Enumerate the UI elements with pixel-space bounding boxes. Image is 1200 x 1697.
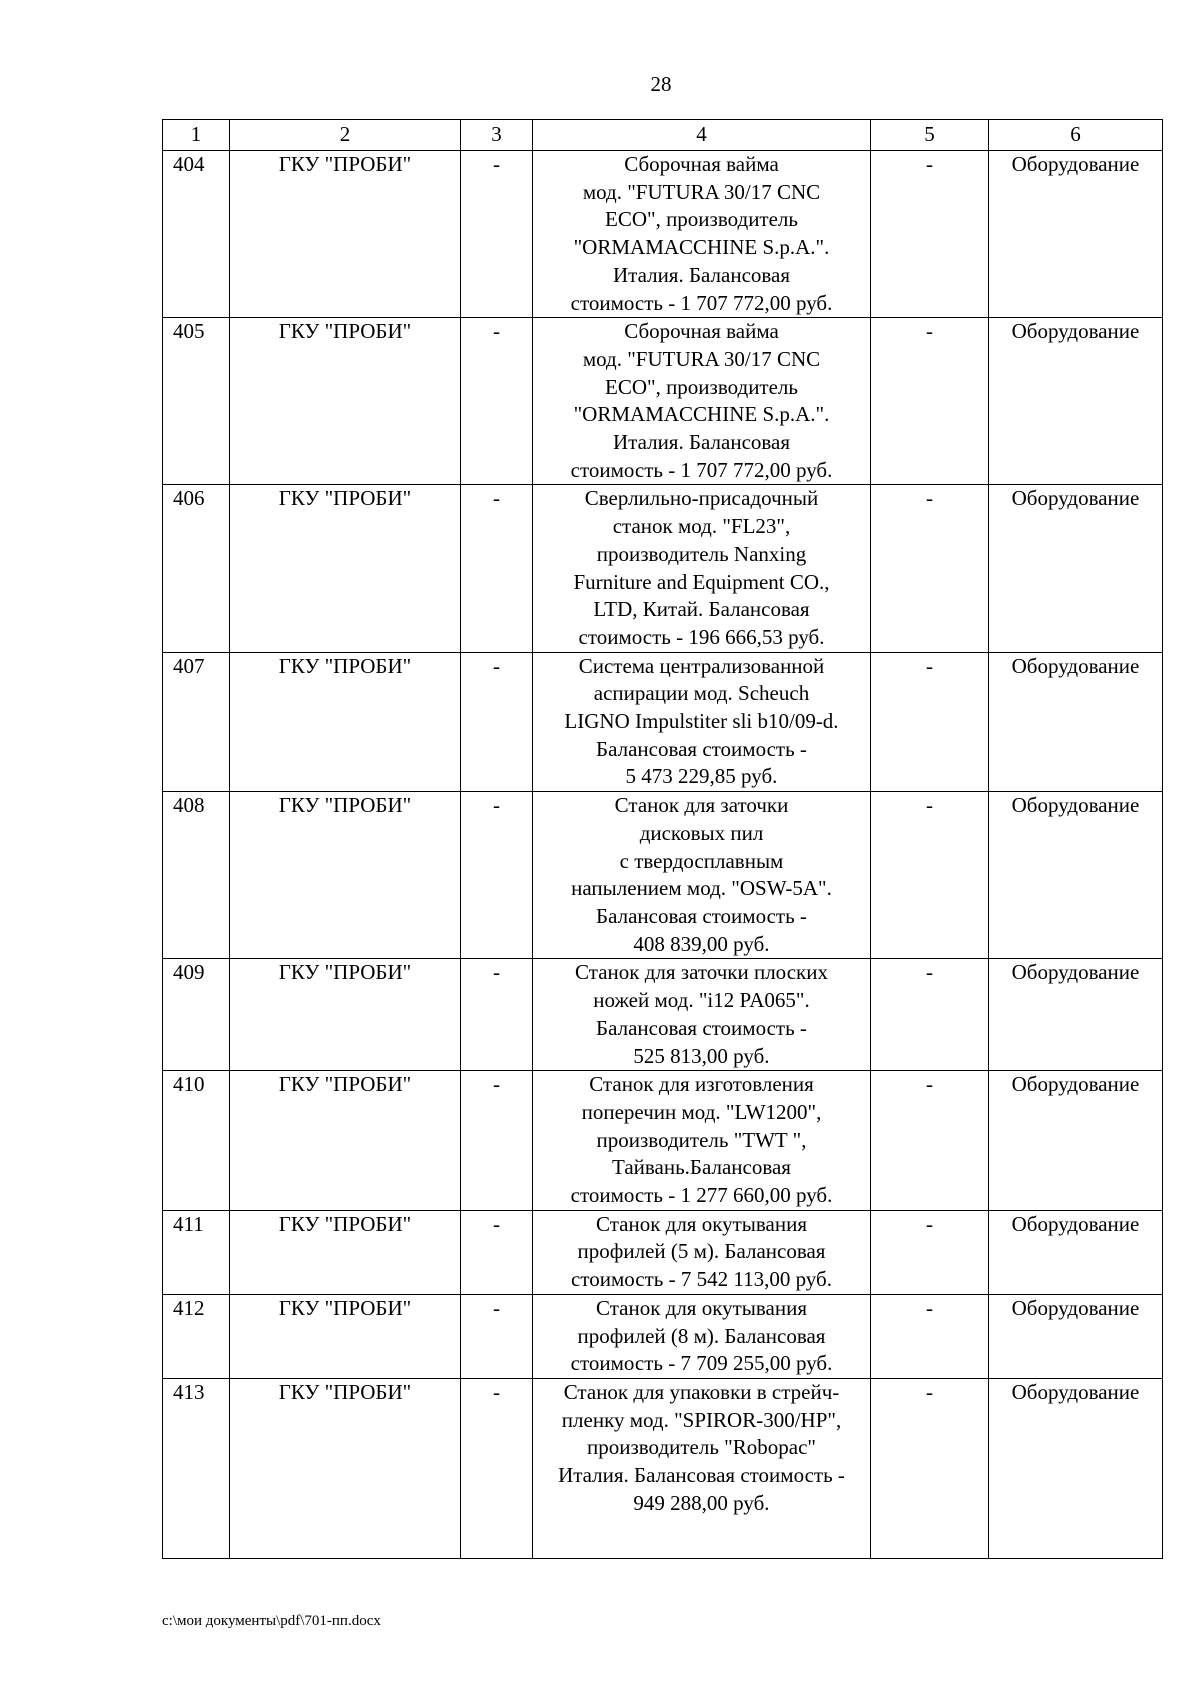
description-line: Станок для окутывания: [595, 1295, 808, 1320]
header-cell-5: 5: [871, 120, 989, 151]
organization-cell: ГКУ "ПРОБИ": [230, 1210, 461, 1294]
description-line: пленку мод. "SPIROR-300/HP",: [561, 1407, 842, 1432]
row-number-cell: 413: [163, 1378, 230, 1558]
description-line: Furniture and Equipment CO.,: [573, 569, 830, 594]
property-type-cell: Оборудование: [989, 151, 1163, 318]
description-line: стоимость - 1 707 772,00 руб.: [570, 457, 833, 482]
description-line: стоимость - 1 707 772,00 руб.: [570, 290, 833, 315]
organization-cell: ГКУ "ПРОБИ": [230, 652, 461, 792]
column-3-cell: -: [461, 1071, 533, 1211]
description-cell: [533, 1071, 871, 1211]
description-line: производитель "Robopac": [587, 1435, 816, 1460]
description-line: мод. "FUTURA 30/17 CNC: [582, 346, 821, 371]
column-5-cell: -: [871, 1210, 989, 1294]
row-number-cell: 409: [163, 959, 230, 1071]
organization-cell: ГКУ "ПРОБИ": [230, 792, 461, 959]
row-number-cell: 405: [163, 318, 230, 485]
row-number-cell: 406: [163, 485, 230, 652]
column-3-cell: -: [461, 792, 533, 959]
description-line: Станок для окутывания: [595, 1211, 808, 1236]
description-line: Станок для изготовления: [589, 1072, 814, 1097]
organization-cell: ГКУ "ПРОБИ": [230, 959, 461, 1071]
description-line: напылением мод. "OSW-5A".: [571, 876, 832, 901]
description-line: 525 813,00 руб.: [633, 1043, 770, 1068]
property-type-cell: Оборудование: [989, 1071, 1163, 1211]
table-row: [163, 1071, 1163, 1211]
description-line: 408 839,00 руб.: [633, 931, 770, 956]
column-3-cell: -: [461, 1294, 533, 1378]
header-cell-6: 6: [989, 120, 1163, 151]
description-line: Балансовая стоимость -: [596, 1015, 807, 1040]
description-line: стоимость - 7 542 113,00 руб.: [571, 1267, 832, 1292]
header-cell-2: 2: [230, 120, 461, 151]
description-line: "ORMAMACCHINE S.p.A.".: [573, 235, 830, 260]
description-line: стоимость - 7 709 255,00 руб.: [570, 1351, 833, 1376]
property-type-cell: Оборудование: [989, 485, 1163, 652]
description-cell: [533, 485, 871, 652]
description-cell: [533, 792, 871, 959]
description-line: профилей (5 м). Балансовая: [577, 1239, 826, 1264]
page-number: 28: [650, 72, 672, 96]
property-type-cell: Оборудование: [989, 792, 1163, 959]
description-line: LTD, Китай. Балансовая: [593, 597, 810, 622]
table-row: [163, 792, 1163, 959]
description-cell: [533, 151, 871, 318]
description-line: стоимость - 1 277 660,00 руб.: [570, 1183, 833, 1208]
description-line: дисковых пил: [639, 820, 764, 845]
organization-cell: ГКУ "ПРОБИ": [230, 318, 461, 485]
description-line: Сверлильно-присадочный: [584, 486, 819, 511]
file-path-footer: c:\мои документы\pdf\701-пп.docx: [162, 1613, 381, 1629]
column-3-cell: -: [461, 959, 533, 1071]
description-line: производитель Nanxing: [596, 541, 807, 566]
column-3-cell: -: [461, 151, 533, 318]
property-type-cell: Оборудование: [989, 318, 1163, 485]
column-5-cell: -: [871, 652, 989, 792]
description-line: LIGNO Impulstiter sli b10/09-d.: [564, 709, 839, 734]
column-3-cell: -: [461, 1378, 533, 1558]
column-5-cell: -: [871, 1378, 989, 1558]
header-cell-1: 1: [163, 120, 230, 151]
property-type-cell: Оборудование: [989, 1294, 1163, 1378]
description-line: аспирации мод. Scheuch: [593, 681, 810, 706]
description-line: "ORMAMACCHINE S.p.A.".: [573, 402, 830, 427]
row-number-cell: 411: [163, 1210, 230, 1294]
property-table: [162, 119, 1163, 1559]
description-cell: [533, 1294, 871, 1378]
description-cell: [533, 652, 871, 792]
column-3-cell: -: [461, 652, 533, 792]
description-line: 949 288,00 руб.: [633, 1490, 770, 1515]
row-number-cell: 410: [163, 1071, 230, 1211]
description-line: ножей мод. "i12 PA065".: [593, 988, 810, 1013]
column-5-cell: -: [871, 485, 989, 652]
description-line: Тайвань.Балансовая: [612, 1155, 791, 1180]
header-cell-4: 4: [533, 120, 871, 151]
column-5-cell: -: [871, 792, 989, 959]
organization-cell: ГКУ "ПРОБИ": [230, 1071, 461, 1211]
table-row: [163, 959, 1163, 1071]
table-row: [163, 1294, 1163, 1378]
description-line: Балансовая стоимость -: [596, 903, 807, 928]
table-row: [163, 151, 1163, 318]
column-5-cell: -: [871, 151, 989, 318]
table-row: [163, 1210, 1163, 1294]
description-line: Италия. Балансовая: [612, 430, 791, 455]
organization-cell: ГКУ "ПРОБИ": [230, 1294, 461, 1378]
description-cell: [533, 318, 871, 485]
description-line: Станок для упаковки в стрейч-: [563, 1379, 840, 1404]
table-row: [163, 652, 1163, 792]
description-cell: [533, 1210, 871, 1294]
property-type-cell: Оборудование: [989, 1210, 1163, 1294]
description-line: с твердосплавным: [619, 848, 784, 873]
description-cell: [533, 959, 871, 1071]
description-line: производитель "TWT ",: [596, 1127, 807, 1152]
row-number-cell: 407: [163, 652, 230, 792]
table-row: [163, 1378, 1163, 1558]
description-line: поперечин мод. "LW1200",: [581, 1099, 822, 1124]
table-row: [163, 485, 1163, 652]
description-line: мод. "FUTURA 30/17 CNC: [582, 179, 821, 204]
row-number-cell: 404: [163, 151, 230, 318]
description-cell: [533, 1378, 871, 1558]
column-5-cell: -: [871, 1071, 989, 1211]
organization-cell: ГКУ "ПРОБИ": [230, 1378, 461, 1558]
description-line: Станок для заточки плоских: [575, 960, 828, 985]
description-line: станок мод. "FL23",: [612, 514, 791, 539]
column-3-cell: -: [461, 485, 533, 652]
description-line: ECO", производитель: [605, 207, 798, 232]
column-3-cell: -: [461, 1210, 533, 1294]
property-type-cell: Оборудование: [989, 1378, 1163, 1558]
description-line: ECO", производитель: [605, 374, 798, 399]
description-line: Балансовая стоимость -: [596, 736, 807, 761]
table-header-row: [163, 120, 1163, 151]
description-line: Сборочная вайма: [624, 319, 779, 344]
property-type-cell: Оборудование: [989, 652, 1163, 792]
organization-cell: ГКУ "ПРОБИ": [230, 151, 461, 318]
header-cell-3: 3: [461, 120, 533, 151]
column-5-cell: -: [871, 318, 989, 485]
row-number-cell: 412: [163, 1294, 230, 1378]
column-5-cell: -: [871, 1294, 989, 1378]
description-line: профилей (8 м). Балансовая: [577, 1323, 826, 1348]
row-number-cell: 408: [163, 792, 230, 959]
description-line: Станок для заточки: [614, 793, 789, 818]
organization-cell: ГКУ "ПРОБИ": [230, 485, 461, 652]
table-row: [163, 318, 1163, 485]
description-line: Италия. Балансовая стоимость -: [558, 1463, 845, 1488]
description-line: Италия. Балансовая: [612, 262, 791, 287]
description-line: стоимость - 196 666,53 руб.: [578, 624, 825, 649]
description-line: Сборочная вайма: [624, 152, 779, 176]
description-line: 5 473 229,85 руб.: [625, 764, 778, 789]
description-line: Система централизованной: [578, 653, 825, 678]
column-5-cell: -: [871, 959, 989, 1071]
column-3-cell: -: [461, 318, 533, 485]
property-type-cell: Оборудование: [989, 959, 1163, 1071]
